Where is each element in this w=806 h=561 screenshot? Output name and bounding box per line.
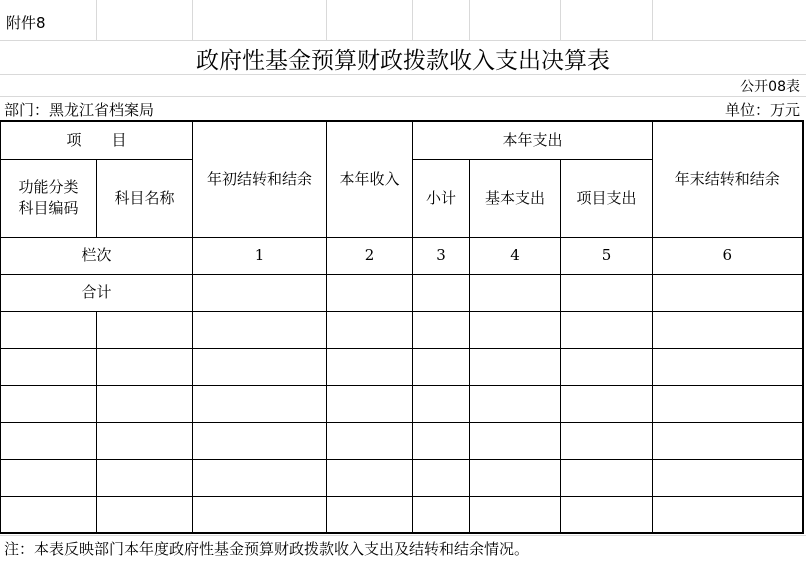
unit-label: 单位：万元 [724, 101, 800, 119]
table-cell[interactable] [327, 496, 413, 533]
table-cell[interactable] [561, 274, 653, 311]
table-cell[interactable] [193, 348, 327, 385]
gridline [192, 0, 193, 40]
table-row [1, 311, 803, 348]
total-label: 合计 [1, 274, 193, 311]
column-number: 4 [470, 237, 561, 274]
column-number: 6 [653, 237, 803, 274]
table-cell[interactable] [470, 385, 561, 422]
table-row [1, 496, 803, 533]
table-cell[interactable] [97, 496, 193, 533]
table-cell[interactable] [653, 385, 803, 422]
attachment-label: 附件8 [6, 14, 46, 32]
table-cell[interactable] [413, 348, 470, 385]
table-cell[interactable] [1, 422, 97, 459]
gridline [0, 535, 806, 536]
table-cell[interactable] [327, 459, 413, 496]
gridline [0, 96, 806, 97]
table-cell[interactable] [327, 311, 413, 348]
table-cell[interactable] [470, 348, 561, 385]
table-row [1, 274, 803, 311]
column-number: 2 [327, 237, 413, 274]
table-cell[interactable] [413, 274, 470, 311]
header-item: 项 目 [1, 121, 193, 159]
table-cell[interactable] [97, 348, 193, 385]
table-cell[interactable] [653, 422, 803, 459]
table-cell[interactable] [561, 459, 653, 496]
header-current-expense: 本年支出 [413, 121, 653, 159]
table-cell[interactable] [653, 274, 803, 311]
table-cell[interactable] [193, 496, 327, 533]
header-beginning-balance: 年初结转和结余 [193, 121, 327, 237]
table-cell[interactable] [1, 348, 97, 385]
table-cell[interactable] [97, 311, 193, 348]
table-cell[interactable] [470, 496, 561, 533]
table-cell[interactable] [193, 422, 327, 459]
gridline [469, 0, 470, 40]
table-cell[interactable] [470, 274, 561, 311]
table-cell[interactable] [193, 311, 327, 348]
table-cell[interactable] [97, 385, 193, 422]
table-cell[interactable] [327, 385, 413, 422]
header-func-code [1, 159, 97, 237]
footnote: 注：本表反映部门本年度政府性基金预算财政拨款收入支出及结转和结余情况。 [4, 540, 530, 558]
table-cell[interactable] [413, 311, 470, 348]
table-cell[interactable] [470, 459, 561, 496]
table-cell[interactable] [561, 422, 653, 459]
table-cell[interactable] [561, 385, 653, 422]
table-cell[interactable] [327, 348, 413, 385]
table-cell[interactable] [561, 496, 653, 533]
table-cell[interactable] [97, 459, 193, 496]
gridline [0, 40, 806, 41]
header-current-income: 本年收入 [327, 121, 413, 237]
gridline [326, 0, 327, 40]
page-title: 政府性基金预算财政拨款收入支出决算表 [196, 48, 610, 74]
column-number: 5 [561, 237, 653, 274]
table-cell[interactable] [470, 422, 561, 459]
table-cell[interactable] [413, 422, 470, 459]
gridline [652, 0, 653, 40]
table-row [1, 459, 803, 496]
header-basic-expense: 基本支出 [470, 159, 561, 237]
table-cell[interactable] [470, 311, 561, 348]
form-number: 公开08表 [740, 79, 800, 95]
table-cell[interactable] [97, 422, 193, 459]
table-cell[interactable] [413, 459, 470, 496]
header-func-code-line2: 科目编码 [18, 199, 79, 217]
table-cell[interactable] [653, 311, 803, 348]
table-row [1, 422, 803, 459]
header-func-code-line1: 功能分类 [18, 178, 79, 196]
table-row [1, 385, 803, 422]
table-cell[interactable] [653, 496, 803, 533]
gridline [96, 0, 97, 40]
table-cell[interactable] [413, 385, 470, 422]
table-cell[interactable] [653, 459, 803, 496]
header-subject-name: 科目名称 [97, 159, 193, 237]
header-ending-balance: 年末结转和结余 [653, 121, 803, 237]
header-subtotal: 小计 [413, 159, 470, 237]
column-index-label: 栏次 [1, 237, 193, 274]
table-cell[interactable] [561, 348, 653, 385]
header-project-expense: 项目支出 [561, 159, 653, 237]
table-row [1, 348, 803, 385]
column-number: 3 [413, 237, 470, 274]
table-cell[interactable] [1, 311, 97, 348]
budget-table [0, 120, 804, 534]
table-cell[interactable] [561, 311, 653, 348]
gridline [412, 0, 413, 40]
table-cell[interactable] [193, 385, 327, 422]
table-cell[interactable] [1, 385, 97, 422]
table-cell[interactable] [413, 496, 470, 533]
table-cell[interactable] [1, 459, 97, 496]
gridline [560, 0, 561, 40]
column-number: 1 [193, 237, 327, 274]
department-label: 部门：黑龙江省档案局 [4, 101, 155, 119]
table-cell[interactable] [193, 459, 327, 496]
table-cell[interactable] [1, 496, 97, 533]
table-cell[interactable] [653, 348, 803, 385]
table-cell[interactable] [327, 422, 413, 459]
table-cell[interactable] [327, 274, 413, 311]
table-cell[interactable] [193, 274, 327, 311]
